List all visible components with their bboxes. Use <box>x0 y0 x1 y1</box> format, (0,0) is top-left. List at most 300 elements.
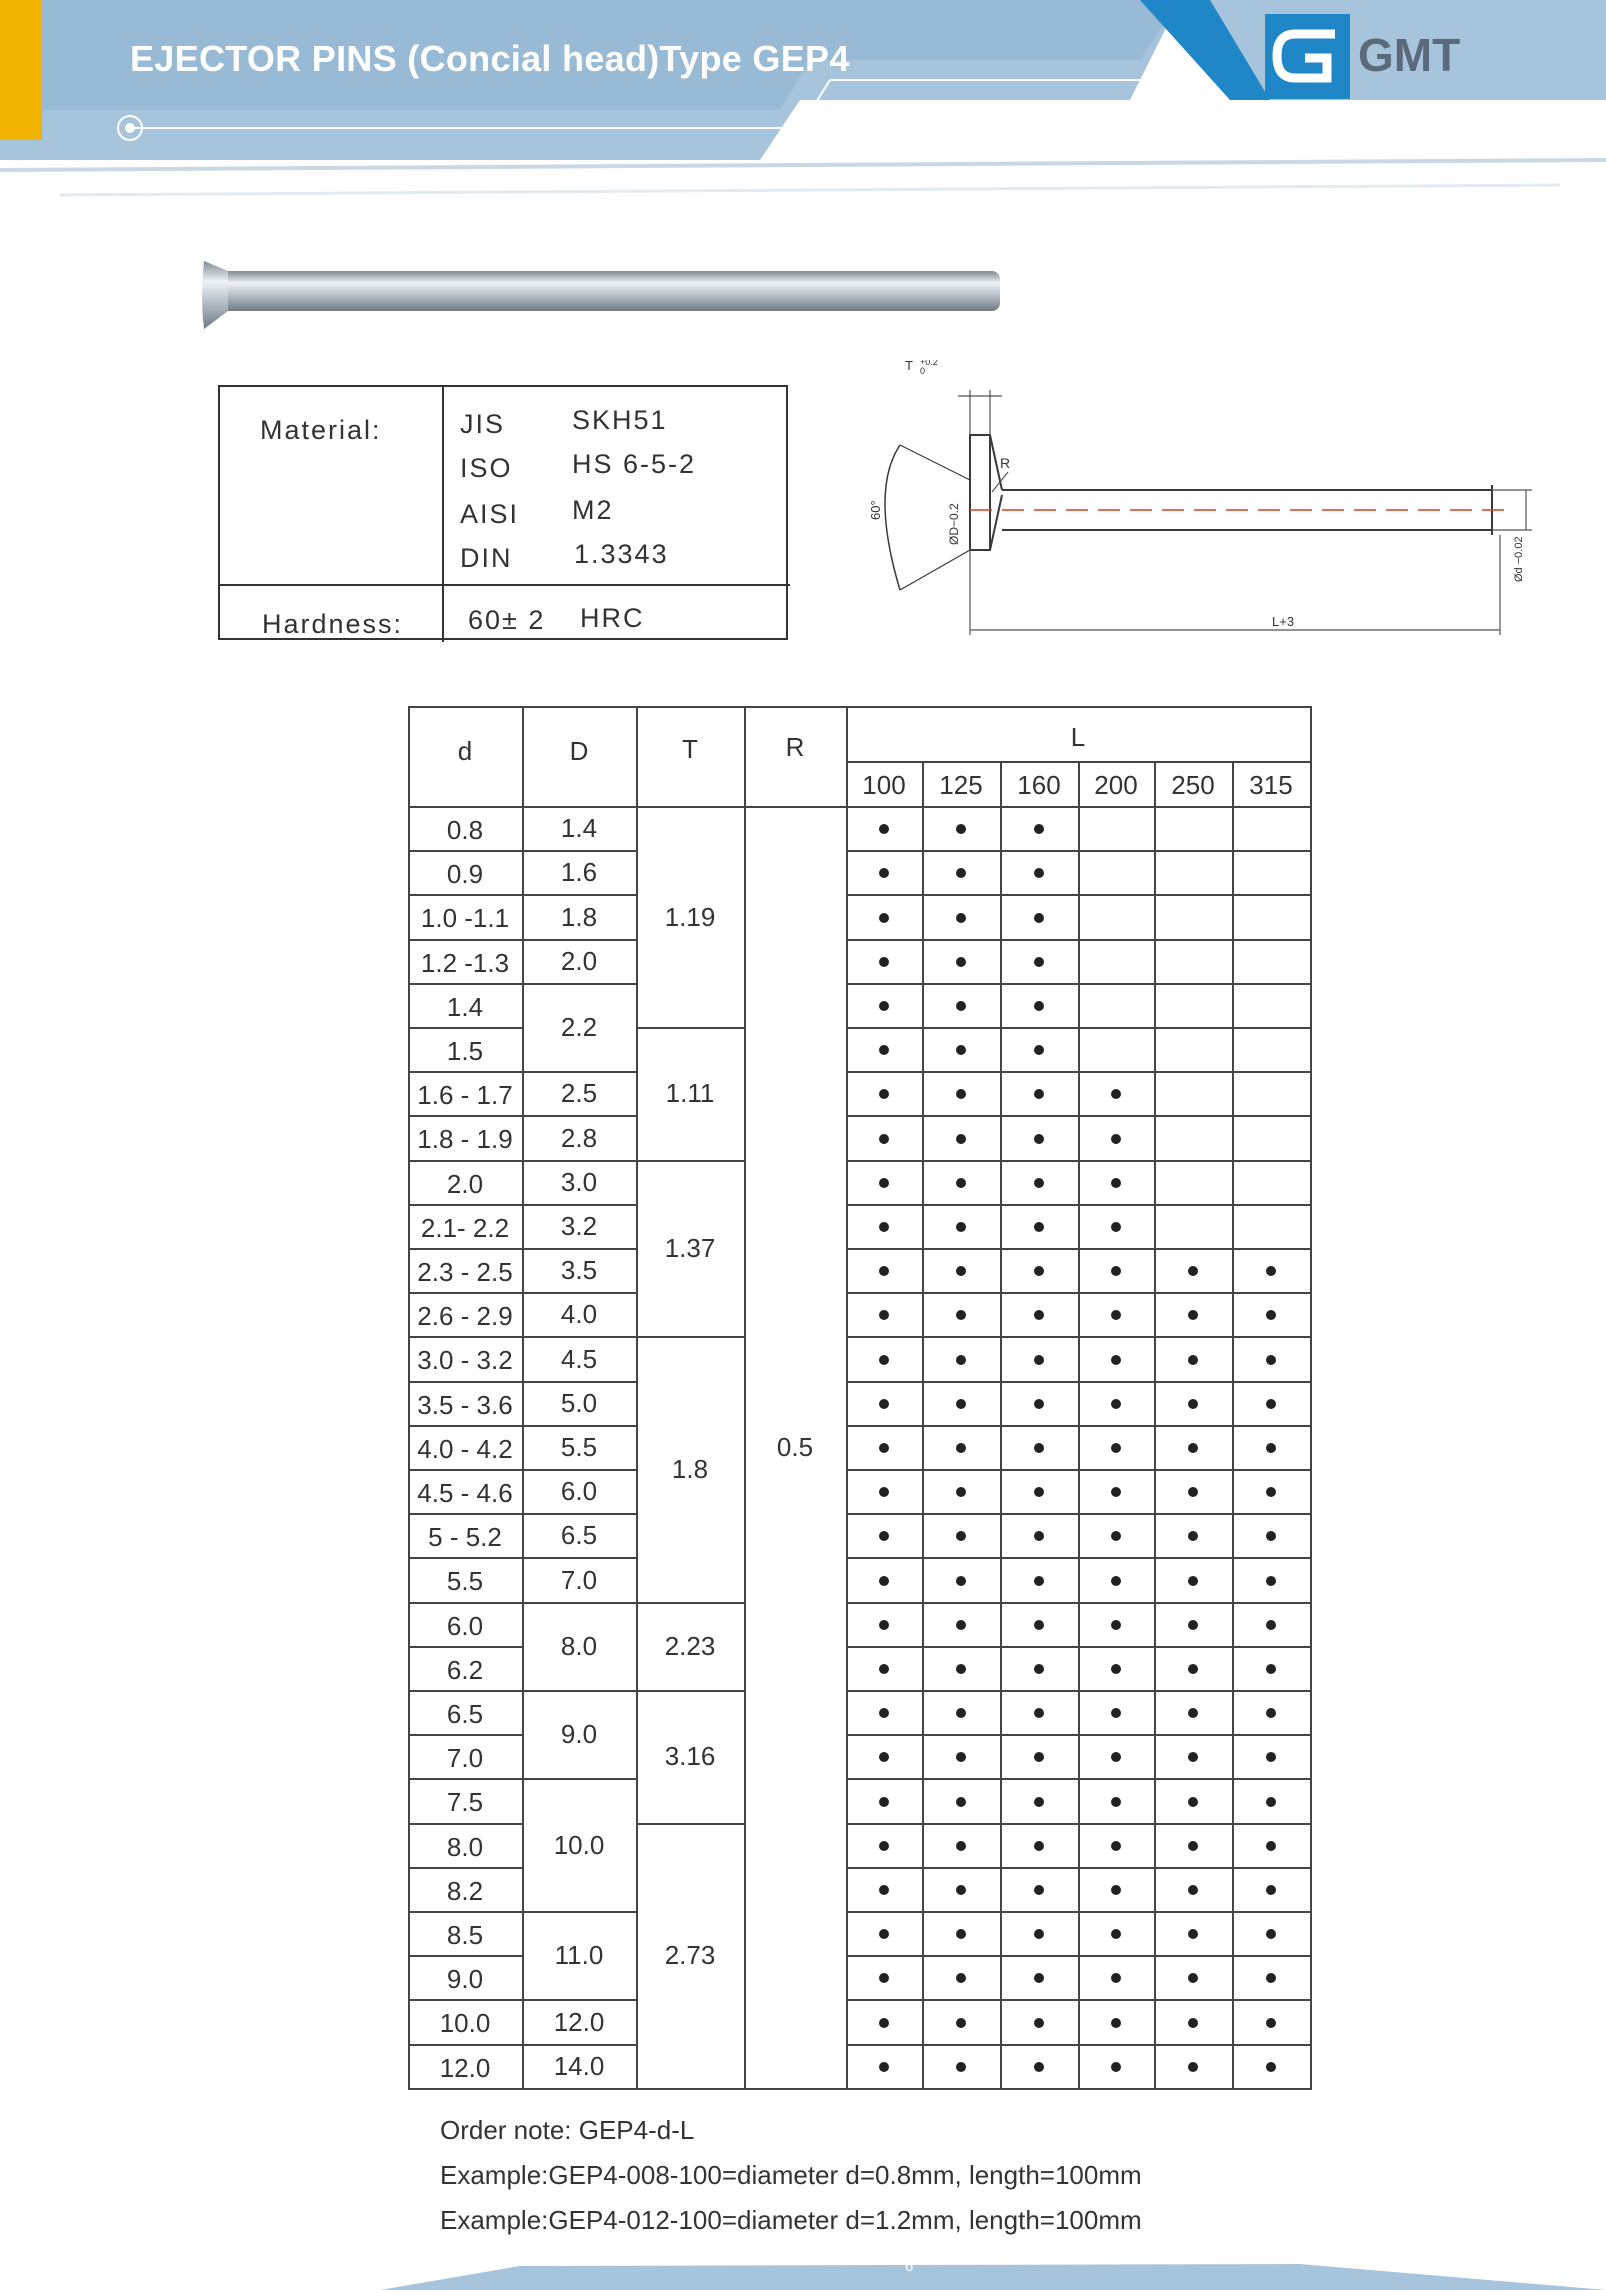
hardness-label: Hardness: <box>262 609 404 639</box>
availability-dot <box>1266 1929 1276 1939</box>
availability-dot <box>1034 1531 1044 1541</box>
length-header-200: 200 <box>1094 770 1138 800</box>
availability-dot <box>956 2018 966 2028</box>
material-std: DIN <box>460 543 513 573</box>
row-divider-D <box>522 1204 636 1206</box>
row-divider-D <box>522 1071 636 1073</box>
brand-name: GMT <box>1358 29 1461 81</box>
R-value: 0.5 <box>776 1431 814 1462</box>
d-value: 6.0 <box>446 1610 484 1641</box>
header-L: L <box>1070 722 1086 752</box>
D-value: 3.5 <box>560 1255 598 1286</box>
availability-dot <box>879 1045 889 1055</box>
row-divider-D <box>522 939 636 941</box>
d-value: 8.0 <box>446 1831 484 1862</box>
material-std: JIS <box>460 409 506 439</box>
row-divider-D <box>522 1425 636 1427</box>
availability-dot <box>1266 1399 1276 1409</box>
availability-dot <box>1111 1355 1121 1365</box>
d-value: 1.2 -1.3 <box>420 947 510 978</box>
row-divider-d <box>408 1823 522 1825</box>
availability-dot <box>956 1045 966 1055</box>
row-divider-L <box>846 1115 1310 1117</box>
availability-dot <box>1034 1929 1044 1939</box>
row-divider-D <box>522 2044 636 2046</box>
availability-dot <box>1034 1443 1044 1453</box>
row-divider-L <box>846 1336 1310 1338</box>
availability-dot <box>956 1929 966 1939</box>
ejector-pin-image <box>200 255 1010 335</box>
row-divider-d <box>408 1513 522 1515</box>
availability-dot <box>1111 1620 1121 1630</box>
order-notes <box>440 2108 1142 2243</box>
row-divider-d <box>408 1602 522 1604</box>
d-value: 2.3 - 2.5 <box>417 1257 513 1287</box>
d-value: 2.1- 2.2 <box>420 1212 510 1243</box>
availability-dot <box>1188 1443 1198 1453</box>
availability-dot <box>1266 1310 1276 1320</box>
availability-dot <box>1188 1752 1198 1762</box>
row-divider-L <box>846 1027 1310 1029</box>
D-value: 9.0 <box>560 1719 598 1750</box>
row-divider-d <box>408 894 522 896</box>
row-divider-d <box>408 1911 522 1913</box>
row-divider-d <box>408 1778 522 1780</box>
D-value: 7.0 <box>560 1564 598 1595</box>
T-value: 1.11 <box>665 1078 715 1109</box>
availability-dot <box>879 2062 889 2072</box>
length-header-125: 125 <box>939 770 983 800</box>
availability-dot <box>1188 1797 1198 1807</box>
row-divider-d <box>408 1469 522 1471</box>
row-divider-L <box>846 2044 1310 2046</box>
row-divider-T <box>636 1027 744 1029</box>
row-divider-L <box>846 1999 1310 2001</box>
availability-dot <box>956 957 966 967</box>
availability-dot <box>879 1487 889 1497</box>
availability-dot <box>1266 1973 1276 1983</box>
availability-dot <box>879 1531 889 1541</box>
availability-dot <box>879 1355 889 1365</box>
availability-dot <box>956 1708 966 1718</box>
availability-dot <box>956 1355 966 1365</box>
drawing-t-upper: +0.2 <box>920 360 938 367</box>
availability-dot <box>956 1310 966 1320</box>
D-value: 4.0 <box>560 1299 598 1330</box>
row-divider-D <box>522 1911 636 1913</box>
row-divider-L <box>846 1955 1310 1957</box>
length-header-250: 250 <box>1171 770 1215 800</box>
availability-dot <box>956 1487 966 1497</box>
T-value: 2.23 <box>664 1630 716 1661</box>
row-divider-d <box>408 939 522 941</box>
d-value: 7.5 <box>446 1787 484 1818</box>
order-note: Order note: GEP4-d-L <box>440 2115 695 2145</box>
row-divider-D <box>522 1602 636 1604</box>
availability-dot <box>1111 1576 1121 1586</box>
material-grade: 1.3343 <box>574 539 669 569</box>
drawing-t-label: T <box>905 360 913 373</box>
availability-dot <box>1188 1664 1198 1674</box>
drawing-shank-dia-label: Ød −0.02 <box>1513 536 1525 582</box>
availability-dot <box>1266 1841 1276 1851</box>
row-divider-L <box>846 1690 1310 1692</box>
technical-drawing <box>860 360 1540 640</box>
row-divider-D <box>522 1778 636 1780</box>
row-divider-d <box>408 1071 522 1073</box>
row-divider-L <box>846 1513 1310 1515</box>
row-divider-d <box>408 1425 522 1427</box>
header-d: d <box>457 736 473 766</box>
row-divider-d <box>408 1292 522 1294</box>
d-value: 1.4 <box>446 991 484 1022</box>
availability-dot <box>1034 1001 1044 1011</box>
availability-dot <box>1034 1620 1044 1630</box>
availability-dot <box>879 1708 889 1718</box>
drawing-r-label: R <box>1000 455 1011 471</box>
availability-dot <box>1111 2018 1121 2028</box>
row-divider-d <box>408 1027 522 1029</box>
availability-dot <box>956 1973 966 1983</box>
row-divider-T <box>636 1336 744 1338</box>
drawing-t-lower: 0 <box>920 366 926 376</box>
row-divider-L <box>846 1292 1310 1294</box>
d-value: 8.2 <box>446 1875 484 1906</box>
availability-dot <box>1188 1531 1198 1541</box>
order-example-1: Example:GEP4-008-100=diameter d=0.8mm, length=100mm <box>440 2160 1142 2190</box>
availability-dot <box>1111 1134 1121 1144</box>
availability-dot <box>1188 1620 1198 1630</box>
d-value: 5.5 <box>446 1566 484 1597</box>
availability-dot <box>1266 1620 1276 1630</box>
d-value: 1.8 - 1.9 <box>417 1124 513 1155</box>
availability-dot <box>1111 1929 1121 1939</box>
row-divider-L <box>846 1646 1310 1648</box>
D-value: 4.5 <box>560 1343 598 1374</box>
row-divider-D <box>522 1513 636 1515</box>
availability-dot <box>956 1752 966 1762</box>
availability-dot <box>956 1885 966 1895</box>
availability-dot <box>1034 1266 1044 1276</box>
availability-dot <box>879 868 889 878</box>
material-grade: M2 <box>572 495 614 525</box>
availability-dot <box>956 2062 966 2072</box>
availability-dot <box>879 2018 889 2028</box>
material-divider-vertical <box>442 387 444 642</box>
availability-dot <box>879 1001 889 1011</box>
availability-dot <box>956 1443 966 1453</box>
availability-dot <box>1266 1531 1276 1541</box>
availability-dot <box>879 957 889 967</box>
d-value: 1.0 -1.1 <box>420 903 510 934</box>
d-value: 0.9 <box>446 859 484 890</box>
availability-dot <box>1188 1487 1198 1497</box>
material-grade: SKH51 <box>572 405 668 435</box>
availability-dot <box>1266 1576 1276 1586</box>
availability-dot <box>1034 2062 1044 2072</box>
row-divider-d <box>408 1204 522 1206</box>
availability-dot <box>1111 1531 1121 1541</box>
availability-dot <box>1188 1973 1198 1983</box>
row-divider-L <box>846 894 1310 896</box>
availability-dot <box>1111 1973 1121 1983</box>
drawing-length-label: L+3 <box>1272 614 1295 629</box>
table-border-bottom <box>408 2088 1310 2090</box>
d-value: 2.6 - 2.9 <box>417 1301 513 1332</box>
availability-dot <box>1034 1399 1044 1409</box>
availability-dot <box>1034 824 1044 834</box>
availability-dot <box>1111 1310 1121 1320</box>
availability-dot <box>879 824 889 834</box>
D-value: 8.0 <box>560 1630 598 1661</box>
row-divider-L <box>846 1823 1310 1825</box>
material-divider-horizontal <box>220 584 790 586</box>
row-divider-D <box>522 894 636 896</box>
availability-dot <box>956 1089 966 1099</box>
availability-dot <box>956 1797 966 1807</box>
availability-dot <box>879 1399 889 1409</box>
availability-dot <box>1266 1885 1276 1895</box>
availability-dot <box>1188 1266 1198 1276</box>
row-divider-T <box>636 1823 744 1825</box>
T-value: 1.37 <box>664 1233 716 1263</box>
row-divider-d <box>408 1867 522 1869</box>
row-divider-D <box>522 1336 636 1338</box>
row-divider-L <box>846 1867 1310 1869</box>
D-value: 6.0 <box>560 1476 598 1507</box>
availability-dot <box>1034 868 1044 878</box>
availability-dot <box>1111 1841 1121 1851</box>
availability-dot <box>879 1973 889 1983</box>
row-divider-d <box>408 2044 522 2046</box>
availability-dot <box>956 1178 966 1188</box>
D-value: 1.8 <box>560 901 598 932</box>
row-divider-D <box>522 1292 636 1294</box>
d-value: 1.5 <box>446 1036 484 1066</box>
d-value: 4.0 - 4.2 <box>417 1433 513 1464</box>
row-divider-d <box>408 983 522 985</box>
T-value: 1.19 <box>664 901 716 932</box>
availability-dot <box>1111 2062 1121 2072</box>
availability-dot <box>956 868 966 878</box>
length-header-315: 315 <box>1249 770 1293 800</box>
T-value: 1.8 <box>671 1454 709 1484</box>
gmt-logo-icon <box>1265 14 1350 99</box>
D-value: 3.0 <box>560 1166 598 1197</box>
row-divider-D <box>522 983 636 985</box>
availability-dot <box>1034 1355 1044 1365</box>
availability-dot <box>1266 1664 1276 1674</box>
availability-dot <box>1111 1664 1121 1674</box>
availability-dot <box>956 1531 966 1541</box>
material-std: AISI <box>460 499 520 529</box>
row-divider-d <box>408 850 522 852</box>
row-divider-L <box>846 1911 1310 1913</box>
row-divider-D <box>522 1160 636 1162</box>
row-divider-d <box>408 1999 522 2001</box>
D-value: 3.2 <box>560 1210 598 1241</box>
d-value: 3.5 - 3.6 <box>417 1389 513 1420</box>
drawing-head-dia-label: ØD−0.2 <box>947 503 961 545</box>
availability-dot <box>879 1134 889 1144</box>
D-value: 12.0 <box>553 2006 605 2037</box>
D-value: 14.0 <box>553 2050 605 2081</box>
availability-dot <box>1188 1841 1198 1851</box>
d-value: 10.0 <box>439 2008 491 2039</box>
availability-dot <box>1034 1089 1044 1099</box>
row-divider-T <box>636 1602 744 1604</box>
row-divider-L <box>846 1734 1310 1736</box>
availability-dot <box>1111 1752 1121 1762</box>
availability-dot <box>1034 1134 1044 1144</box>
availability-dot <box>1034 913 1044 923</box>
availability-dot <box>879 1885 889 1895</box>
availability-dot <box>1188 2062 1198 2072</box>
availability-dot <box>956 1399 966 1409</box>
row-divider-D <box>522 1557 636 1559</box>
availability-dot <box>1034 1222 1044 1232</box>
availability-dot <box>879 1266 889 1276</box>
hardness-value: 60± 2 <box>468 605 546 635</box>
availability-dot <box>1188 2018 1198 2028</box>
availability-dot <box>1034 957 1044 967</box>
page-header <box>0 0 1606 210</box>
availability-dot <box>879 1620 889 1630</box>
row-divider-D <box>522 1115 636 1117</box>
page-number: 6 <box>905 2258 914 2275</box>
availability-dot <box>1111 1266 1121 1276</box>
material-label: Material: <box>260 415 382 445</box>
material-table <box>218 385 788 640</box>
availability-dot <box>1111 1178 1121 1188</box>
D-value: 5.0 <box>560 1387 598 1418</box>
availability-dot <box>1034 1045 1044 1055</box>
header-T: T <box>682 734 698 764</box>
table-border-top <box>408 706 1310 708</box>
availability-dot <box>1188 1885 1198 1895</box>
availability-dot <box>1034 2018 1044 2028</box>
availability-dot <box>1034 1664 1044 1674</box>
availability-dot <box>956 1841 966 1851</box>
row-divider-L <box>846 850 1310 852</box>
D-value: 5.5 <box>560 1431 598 1462</box>
availability-dot <box>1034 1178 1044 1188</box>
row-divider-d <box>408 1160 522 1162</box>
D-value: 1.4 <box>560 813 598 844</box>
availability-dot <box>879 1664 889 1674</box>
row-divider-D <box>522 1999 636 2001</box>
availability-dot <box>956 824 966 834</box>
d-value: 9.0 <box>446 1964 484 1995</box>
T-value: 3.16 <box>664 1741 716 1772</box>
availability-dot <box>1188 1310 1198 1320</box>
availability-dot <box>1266 1443 1276 1453</box>
d-value: 7.0 <box>446 1743 484 1774</box>
row-divider-D <box>522 1690 636 1692</box>
availability-dot <box>1111 1708 1121 1718</box>
availability-dot <box>1266 2018 1276 2028</box>
availability-dot <box>879 1310 889 1320</box>
availability-dot <box>956 1664 966 1674</box>
length-header-divider <box>846 761 1310 763</box>
length-header-160: 160 <box>1017 770 1061 800</box>
d-value: 3.0 - 3.2 <box>417 1345 513 1376</box>
header-R: R <box>785 732 805 762</box>
row-divider-d <box>408 1248 522 1250</box>
availability-dot <box>1034 1841 1044 1851</box>
availability-dot <box>1266 1266 1276 1276</box>
header-divider-right <box>846 806 1310 808</box>
availability-dot <box>879 1576 889 1586</box>
column-divider <box>744 706 746 2088</box>
availability-dot <box>956 1576 966 1586</box>
d-value: 4.5 - 4.6 <box>417 1478 513 1508</box>
availability-dot <box>1188 1576 1198 1586</box>
d-value: 2.0 <box>446 1168 484 1199</box>
row-divider-L <box>846 1204 1310 1206</box>
row-divider-d <box>408 1557 522 1559</box>
D-value: 6.5 <box>560 1520 598 1551</box>
availability-dot <box>1111 1399 1121 1409</box>
availability-dot <box>1111 1885 1121 1895</box>
row-divider-d <box>408 1690 522 1692</box>
D-value: 2.2 <box>560 1012 598 1042</box>
availability-dot <box>956 1620 966 1630</box>
availability-dot <box>879 1178 889 1188</box>
row-divider-L <box>846 1248 1310 1250</box>
row-divider-L <box>846 1425 1310 1427</box>
availability-dot <box>1188 1399 1198 1409</box>
availability-dot <box>956 1001 966 1011</box>
availability-dot <box>879 913 889 923</box>
d-value: 12.0 <box>439 2052 491 2083</box>
column-divider <box>846 706 848 2088</box>
row-divider-d <box>408 1734 522 1736</box>
page-title: EJECTOR PINS (Concial head)Type GEP4 <box>130 38 850 79</box>
availability-dot <box>1111 1487 1121 1497</box>
D-value: 2.5 <box>560 1078 598 1109</box>
d-value: 0.8 <box>446 815 484 845</box>
availability-dot <box>1111 1797 1121 1807</box>
row-divider-D <box>522 1469 636 1471</box>
d-value: 6.5 <box>446 1699 484 1729</box>
row-divider-D <box>522 1381 636 1383</box>
availability-dot <box>1266 1752 1276 1762</box>
row-divider-L <box>846 1469 1310 1471</box>
availability-dot <box>1034 1310 1044 1320</box>
length-header-100: 100 <box>862 770 906 800</box>
availability-dot <box>1034 1487 1044 1497</box>
availability-dot <box>879 1841 889 1851</box>
D-value: 11.0 <box>554 1940 604 1971</box>
availability-dot <box>879 1797 889 1807</box>
availability-dot <box>956 1222 966 1232</box>
availability-dot <box>956 1266 966 1276</box>
row-divider-L <box>846 983 1310 985</box>
d-value: 1.6 - 1.7 <box>417 1080 513 1111</box>
availability-dot <box>1188 1355 1198 1365</box>
T-value: 2.73 <box>664 1940 716 1971</box>
availability-dot <box>1266 1797 1276 1807</box>
header-D: D <box>569 736 589 766</box>
d-value: 6.2 <box>446 1654 484 1685</box>
availability-dot <box>956 913 966 923</box>
drawing-angle-label: 60° <box>868 500 883 520</box>
row-divider-L <box>846 939 1310 941</box>
availability-dot <box>1034 1576 1044 1586</box>
availability-dot <box>1034 1797 1044 1807</box>
material-std: ISO <box>460 453 513 483</box>
